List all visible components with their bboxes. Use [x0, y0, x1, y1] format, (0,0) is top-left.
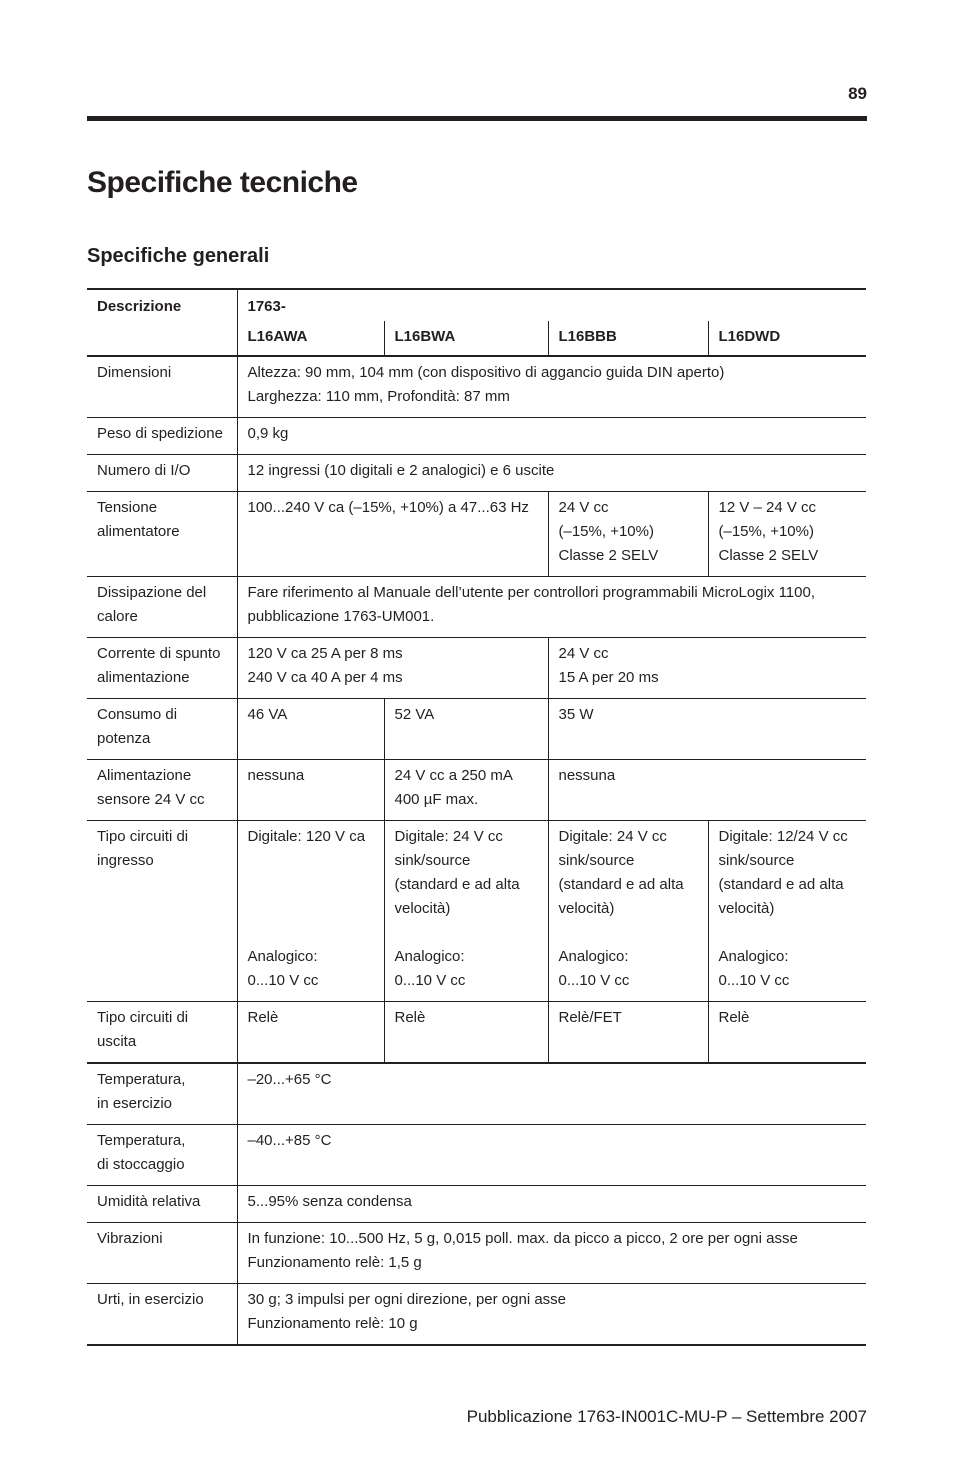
value-line: Digitale: 24 V cc	[558, 828, 667, 845]
publication-footer: Pubblicazione 1763-IN001C-MU-P – Settembre 2007	[466, 1407, 867, 1426]
cell-awa: 46 VA	[237, 699, 384, 760]
value-line: 0...10 V cc	[718, 972, 790, 989]
table-row	[87, 699, 866, 760]
label-line: Temperatura,	[97, 1132, 186, 1149]
value-line: Analogico:	[718, 948, 789, 965]
value-line: Funzionamento relè: 1,5 g	[247, 1254, 422, 1271]
row-label	[87, 699, 237, 760]
row-value: 0,9 kg	[237, 418, 866, 455]
row-label: Numero di I/O	[87, 455, 237, 492]
value-line: Classe 2 SELV	[718, 547, 819, 564]
header-model-bwa: L16BWA	[384, 321, 548, 356]
table-row	[87, 821, 866, 1002]
value-line: 24 V cc	[558, 645, 609, 662]
cell-bwa	[384, 760, 548, 821]
value-line: 240 V ca 40 A per 4 ms	[247, 669, 403, 686]
value-line: 12 V – 24 V cc	[718, 499, 817, 516]
table-row	[87, 1002, 866, 1064]
value-line: sink/source	[394, 852, 471, 869]
row-value: 12 ingressi (10 digitali e 2 analogici) e 6 uscite	[237, 455, 866, 492]
label-line: potenza	[97, 730, 151, 747]
row-value	[237, 1284, 866, 1346]
value-line: Classe 2 SELV	[558, 547, 659, 564]
value-line: (–15%, +10%)	[718, 523, 814, 540]
cell-bwa: 52 VA	[384, 699, 548, 760]
header-rule	[87, 116, 867, 121]
label-line: ingresso	[97, 852, 154, 869]
row-label	[87, 638, 237, 699]
table-row	[87, 418, 866, 455]
cell-ac: 100...240 V ca (–15%, +10%) a 47...63 Hz	[237, 492, 548, 577]
label-line: di stoccaggio	[97, 1156, 185, 1173]
table-row	[87, 356, 866, 418]
cell-bbb	[548, 492, 708, 577]
cell-bwa	[384, 821, 548, 1002]
cell-dc: nessuna	[548, 760, 866, 821]
page-title: Specifiche tecniche	[87, 166, 358, 199]
table-row	[87, 1223, 866, 1284]
cell-dc	[548, 638, 866, 699]
value-line: Digitale: 12/24 V cc	[718, 828, 848, 845]
cell-dwd	[708, 821, 866, 1002]
value-line: 24 V cc a 250 mA	[394, 767, 513, 784]
label-line: uscita	[97, 1033, 137, 1050]
cell-bwa: Relè	[384, 1002, 548, 1064]
value-line: 120 V ca 25 A per 8 ms	[247, 645, 403, 662]
value-line: 30 g; 3 impulsi per ogni direzione, per ogni asse	[247, 1291, 567, 1308]
row-label	[87, 821, 237, 1002]
label-line: Corrente di spunto	[97, 645, 221, 662]
value-line: 400 µF max.	[394, 791, 479, 808]
label-line: Tipo circuiti di	[97, 828, 189, 845]
row-label: Peso di spedizione	[87, 418, 237, 455]
label-line: calore	[97, 608, 138, 625]
label-line: in esercizio	[97, 1095, 173, 1112]
section-title: Specifiche generali	[87, 245, 270, 267]
header-model-bbb: L16BBB	[548, 321, 708, 356]
label-line: alimentatore	[97, 523, 180, 540]
value-line: Larghezza: 110 mm, Profondità: 87 mm	[247, 388, 510, 405]
value-line: Altezza: 90 mm, 104 mm (con dispositivo di aggancio guida DIN aperto)	[247, 364, 725, 381]
label-line: Tipo circuiti di	[97, 1009, 189, 1026]
value-line: Fare riferimento al Manuale dell’utente per controllori programmabili MicroLogix 1100,	[247, 584, 815, 601]
header-model-dwd: L16DWD	[708, 321, 866, 356]
row-label	[87, 760, 237, 821]
table-row	[87, 1125, 866, 1186]
value-line: (–15%, +10%)	[558, 523, 654, 540]
table-row	[87, 455, 866, 492]
table-row	[87, 1186, 866, 1223]
row-value	[237, 1223, 866, 1284]
value-line: (standard e ad alta	[718, 876, 844, 893]
value-line: velocità)	[394, 900, 451, 917]
table-row	[87, 638, 866, 699]
value-line: 0...10 V cc	[247, 972, 319, 989]
value-line: Analogico:	[394, 948, 465, 965]
label-line: Consumo di	[97, 706, 178, 723]
table-row	[87, 492, 866, 577]
row-value: 5...95% senza condensa	[237, 1186, 866, 1223]
cell-dc: 35 W	[548, 699, 866, 760]
cell-bbb: Relè/FET	[548, 1002, 708, 1064]
value-line: Analogico:	[247, 948, 318, 965]
value-line: sink/source	[558, 852, 635, 869]
cell-dwd: Relè	[708, 1002, 866, 1064]
row-value: –40...+85 °C	[237, 1125, 866, 1186]
row-label: Urti, in esercizio	[87, 1284, 237, 1346]
cell-ac	[237, 638, 548, 699]
row-value: –20...+65 °C	[237, 1063, 866, 1125]
row-label: Dimensioni	[87, 356, 237, 418]
label-line: sensore 24 V cc	[97, 791, 205, 808]
cell-awa: nessuna	[237, 760, 384, 821]
label-line: Tensione	[97, 499, 158, 516]
label-line: Alimentazione	[97, 767, 192, 784]
value-line: velocità)	[558, 900, 615, 917]
value-line: (standard e ad alta	[394, 876, 520, 893]
header-description: Descrizione	[87, 289, 237, 356]
cell-awa	[237, 821, 384, 1002]
cell-awa: Relè	[237, 1002, 384, 1064]
label-line: Dissipazione del	[97, 584, 207, 601]
row-value	[237, 577, 866, 638]
row-label: Vibrazioni	[87, 1223, 237, 1284]
row-label: Umidità relativa	[87, 1186, 237, 1223]
value-line: In funzione: 10...500 Hz, 5 g, 0,015 poll. max. da picco a picco, 2 ore per ogni asse	[247, 1230, 798, 1247]
value-line: 0...10 V cc	[558, 972, 630, 989]
row-label	[87, 577, 237, 638]
value-line: Funzionamento relè: 10 g	[247, 1315, 418, 1332]
table-row	[87, 1284, 866, 1346]
value-line: sink/source	[718, 852, 795, 869]
value-line: pubblicazione 1763-UM001.	[247, 608, 435, 625]
page-number: 89	[848, 84, 867, 103]
row-label	[87, 1002, 237, 1064]
value-line: Digitale: 120 V ca	[247, 828, 366, 845]
label-line: Temperatura,	[97, 1071, 186, 1088]
spec-table	[87, 288, 866, 1346]
label-line: alimentazione	[97, 669, 190, 686]
row-value	[237, 356, 866, 418]
header-model-awa: L16AWA	[237, 321, 384, 356]
row-label	[87, 1125, 237, 1186]
value-line: 24 V cc	[558, 499, 609, 516]
table-row	[87, 760, 866, 821]
row-label	[87, 1063, 237, 1125]
cell-dwd	[708, 492, 866, 577]
value-line: Digitale: 24 V cc	[394, 828, 503, 845]
value-line: 15 A per 20 ms	[558, 669, 659, 686]
value-line: (standard e ad alta	[558, 876, 684, 893]
table-header-row	[87, 289, 866, 321]
cell-bbb	[548, 821, 708, 1002]
value-line: velocità)	[718, 900, 775, 917]
table-row	[87, 577, 866, 638]
value-line: 0...10 V cc	[394, 972, 466, 989]
table-row	[87, 1063, 866, 1125]
row-label	[87, 492, 237, 577]
value-line: Analogico:	[558, 948, 629, 965]
header-family: 1763-	[237, 289, 866, 321]
